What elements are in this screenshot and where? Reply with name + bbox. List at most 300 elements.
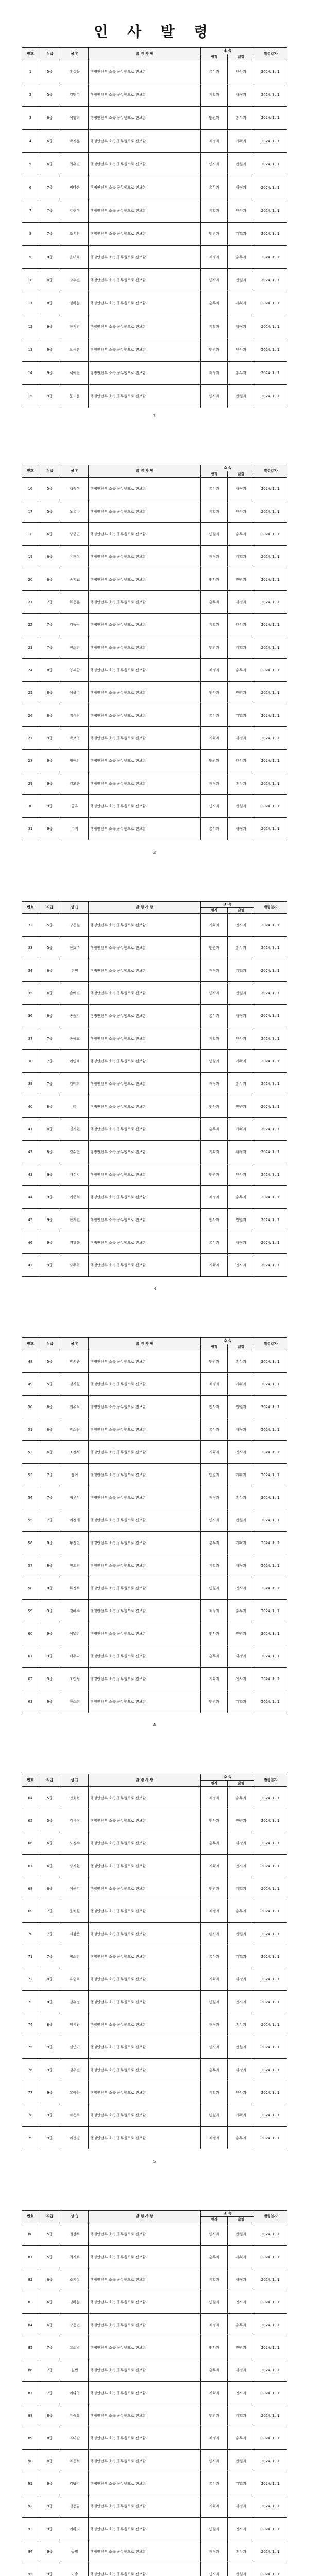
row-after: 총무과 [228, 107, 254, 130]
row-rank: 9급 [39, 1186, 61, 1209]
row-date: 2024. 1. 1. [254, 1486, 287, 1509]
row-order: 행정안전부 소속 공무원으로 전보함 [89, 292, 201, 315]
table-row [22, 1118, 287, 1141]
row-date: 2024. 1. 1. [254, 338, 287, 362]
row-name: 이민호 [61, 1050, 88, 1073]
row-name: 정다은 [61, 176, 88, 199]
header-date: 발령일자 [254, 465, 287, 478]
row-rank: 8급 [39, 1577, 61, 1600]
row-after: 민원과 [228, 2336, 254, 2359]
table-row [22, 2036, 287, 2059]
row-rank: 6급 [39, 982, 61, 1005]
row-date: 2024. 1. 1. [254, 1645, 287, 1668]
row-number: 15 [22, 385, 39, 408]
table-row [22, 2059, 287, 2081]
personnel-table-container [22, 1337, 287, 1713]
row-name: 고소영 [61, 2336, 88, 2359]
row-number: 36 [22, 1005, 39, 1027]
row-after: 기획과 [228, 2246, 254, 2268]
row-order: 행정안전부 소속 공무원으로 전보함 [89, 362, 201, 385]
row-name: 송지효 [61, 568, 88, 591]
row-number: 23 [22, 636, 39, 659]
row-name: 비 [61, 1095, 88, 1118]
table-row [22, 83, 287, 107]
row-date: 2024. 1. 1. [254, 682, 287, 704]
table-row [22, 1141, 287, 1163]
row-date: 2024. 1. 1. [254, 2563, 287, 2576]
row-before: 기획과 [201, 315, 228, 338]
row-number: 10 [22, 269, 39, 292]
row-name: 공유 [61, 795, 88, 818]
row-rank: 9급 [39, 338, 61, 362]
row-after: 재정과 [228, 83, 254, 107]
row-number: 50 [22, 1396, 39, 1418]
header-order: 발 령 사 항 [89, 2211, 201, 2223]
page-number: 2 [153, 850, 156, 855]
row-order: 행정안전부 소속 공무원으로 전보함 [89, 2336, 201, 2359]
row-before: 인사과 [201, 1095, 228, 1118]
row-rank: 7급 [39, 1923, 61, 1945]
row-date: 2024. 1. 1. [254, 153, 287, 176]
row-rank: 5급 [39, 1350, 61, 1373]
row-rank: 9급 [39, 2127, 61, 2149]
row-rank: 9급 [39, 1645, 61, 1668]
row-name: 이정재 [61, 1509, 88, 1532]
table-row [22, 1622, 287, 1645]
row-rank: 5급 [39, 478, 61, 500]
row-number: 72 [22, 1968, 39, 1991]
row-number: 71 [22, 1945, 39, 1968]
row-date: 2024. 1. 1. [254, 2404, 287, 2427]
header-before: 현직 [201, 1781, 228, 1787]
row-before: 재정과 [201, 1600, 228, 1622]
row-before: 민원과 [201, 2404, 228, 2427]
row-after: 인사과 [228, 2081, 254, 2104]
row-order: 행정안전부 소속 공무원으로 전보함 [89, 1163, 201, 1186]
row-number: 21 [22, 591, 39, 614]
row-date: 2024. 1. 1. [254, 1418, 287, 1441]
row-order: 행정안전부 소속 공무원으로 전보함 [89, 1209, 201, 1231]
row-number: 2 [22, 83, 39, 107]
row-before: 기획과 [201, 199, 228, 223]
table-header-row [22, 1338, 287, 1344]
row-before: 민원과 [201, 1577, 228, 1600]
row-order: 행정안전부 소속 공무원으로 전보함 [89, 2540, 201, 2563]
table-body [22, 914, 287, 1277]
row-before: 인사과 [201, 1809, 228, 1832]
row-number: 37 [22, 1027, 39, 1050]
row-order: 행정안전부 소속 공무원으로 전보함 [89, 1509, 201, 1532]
row-before: 재정과 [201, 1186, 228, 1209]
row-rank: 5급 [39, 2223, 61, 2246]
row-rank: 9급 [39, 2472, 61, 2495]
row-before: 인사과 [201, 2563, 228, 2576]
row-number: 87 [22, 2382, 39, 2404]
row-after: 민원과 [228, 1809, 254, 1832]
header-rank: 직급 [39, 902, 61, 914]
row-order: 행정안전부 소속 공무원으로 전보함 [89, 1532, 201, 1554]
table-row [22, 130, 287, 153]
row-order: 행정안전부 소속 공무원으로 전보함 [89, 1373, 201, 1396]
row-rank: 8급 [39, 2404, 61, 2427]
row-name: 김유정 [61, 1991, 88, 2013]
header-rank: 직급 [39, 1338, 61, 1350]
row-order: 행정안전부 소속 공무원으로 전보함 [89, 1945, 201, 1968]
row-before: 인사과 [201, 1396, 228, 1418]
row-number: 30 [22, 795, 39, 818]
table-row [22, 2336, 287, 2359]
row-before: 기획과 [201, 500, 228, 523]
header-group: 소 속 [201, 902, 254, 908]
header-name: 성 명 [61, 48, 88, 60]
row-number: 65 [22, 1809, 39, 1832]
row-rank: 9급 [39, 727, 61, 750]
row-number: 45 [22, 1209, 39, 1231]
row-rank: 9급 [39, 2518, 61, 2540]
row-order: 행정안전부 소속 공무원으로 전보함 [89, 1441, 201, 1464]
row-rank: 8급 [39, 292, 61, 315]
row-order: 행정안전부 소속 공무원으로 전보함 [89, 1050, 201, 1073]
row-before: 인사과 [201, 1509, 228, 1532]
row-date: 2024. 1. 1. [254, 614, 287, 636]
table-row [22, 546, 287, 568]
document-page [0, 0, 309, 436]
row-date: 2024. 1. 1. [254, 1073, 287, 1095]
header-name: 성 명 [61, 465, 88, 478]
row-name: 백승우 [61, 478, 88, 500]
table-row [22, 1809, 287, 1832]
table-row [22, 1073, 287, 1095]
header-name: 성 명 [61, 1774, 88, 1787]
row-number: 89 [22, 2427, 39, 2450]
row-number: 33 [22, 937, 39, 959]
table-row [22, 1577, 287, 1600]
row-name: 수지 [61, 818, 88, 840]
table-row [22, 772, 287, 795]
row-before: 재정과 [201, 2427, 228, 2450]
row-rank: 9급 [39, 1600, 61, 1622]
row-rank: 6급 [39, 523, 61, 546]
row-order: 행정안전부 소속 공무원으로 전보함 [89, 1254, 201, 1277]
row-date: 2024. 1. 1. [254, 1900, 287, 1923]
row-after: 재정과 [228, 478, 254, 500]
row-before: 재정과 [201, 546, 228, 568]
row-rank: 7급 [39, 636, 61, 659]
personnel-table [22, 901, 287, 1277]
row-after: 기획과 [228, 1050, 254, 1073]
row-name: 이나영 [61, 2382, 88, 2404]
row-order: 행정안전부 소속 공무원으로 전보함 [89, 2450, 201, 2472]
row-rank: 5급 [39, 937, 61, 959]
row-after: 재정과 [228, 2495, 254, 2518]
row-name: 홍길동 [61, 60, 88, 83]
row-number: 60 [22, 1622, 39, 1645]
header-before: 현직 [201, 54, 228, 60]
table-header [22, 1338, 287, 1350]
row-name: 송혜교 [61, 1027, 88, 1050]
row-rank: 7급 [39, 1509, 61, 1532]
table-row [22, 153, 287, 176]
row-order: 행정안전부 소속 공무원으로 전보함 [89, 246, 201, 269]
row-date: 2024. 1. 1. [254, 1923, 287, 1945]
row-after: 인사과 [228, 2291, 254, 2314]
table-row [22, 2268, 287, 2291]
row-name: 양세찬 [61, 659, 88, 682]
row-order: 행정안전부 소속 공무원으로 전보함 [89, 2036, 201, 2059]
header-order: 발 령 사 항 [89, 902, 201, 914]
row-after: 기획과 [228, 2472, 254, 2495]
row-rank: 7급 [39, 1486, 61, 1509]
row-order: 행정안전부 소속 공무원으로 전보함 [89, 682, 201, 704]
row-rank: 8급 [39, 659, 61, 682]
row-name: 신민아 [61, 2036, 88, 2059]
row-number: 41 [22, 1118, 39, 1141]
row-rank: 9급 [39, 772, 61, 795]
row-after: 인사과 [228, 1991, 254, 2013]
row-after: 총무과 [228, 523, 254, 546]
header-before: 현직 [201, 471, 228, 478]
table-body [22, 1350, 287, 1713]
row-after: 총무과 [228, 2540, 254, 2563]
table-row [22, 223, 287, 246]
row-rank: 6급 [39, 1418, 61, 1441]
row-before: 기획과 [201, 2081, 228, 2104]
row-before: 민원과 [201, 1877, 228, 1900]
row-number: 46 [22, 1231, 39, 1254]
row-rank: 7급 [39, 1900, 61, 1923]
row-after: 기획과 [228, 704, 254, 727]
row-order: 행정안전부 소속 공무원으로 전보함 [89, 1832, 201, 1855]
row-before: 재정과 [201, 2540, 228, 2563]
row-before: 인사과 [201, 1209, 228, 1231]
row-after: 기획과 [228, 1118, 254, 1141]
row-rank: 8급 [39, 1968, 61, 1991]
row-rank: 6급 [39, 1005, 61, 1027]
table-row [22, 2291, 287, 2314]
row-before: 기획과 [201, 2382, 228, 2404]
row-date: 2024. 1. 1. [254, 176, 287, 199]
row-number: 94 [22, 2540, 39, 2563]
row-rank: 7급 [39, 1073, 61, 1095]
table-row [22, 2013, 287, 2036]
row-name: 김세정 [61, 1809, 88, 1832]
row-order: 행정안전부 소속 공무원으로 전보함 [89, 478, 201, 500]
table-row [22, 1877, 287, 1900]
table-header [22, 48, 287, 60]
row-order: 행정안전부 소속 공무원으로 전보함 [89, 500, 201, 523]
row-name: 이영희 [61, 107, 88, 130]
row-date: 2024. 1. 1. [254, 1050, 287, 1073]
row-number: 83 [22, 2291, 39, 2314]
row-name: 이광수 [61, 682, 88, 704]
table-row [22, 2540, 287, 2563]
row-date: 2024. 1. 1. [254, 1118, 287, 1141]
row-date: 2024. 1. 1. [254, 1027, 287, 1050]
row-order: 행정안전부 소속 공무원으로 전보함 [89, 83, 201, 107]
row-before: 민원과 [201, 338, 228, 362]
row-name: 임시완 [61, 2013, 88, 2036]
row-before: 총무과 [201, 1945, 228, 1968]
row-after: 총무과 [228, 1073, 254, 1095]
row-after: 재정과 [228, 818, 254, 840]
row-before: 총무과 [201, 176, 228, 199]
row-date: 2024. 1. 1. [254, 568, 287, 591]
row-name: 윤아 [61, 1464, 88, 1486]
row-before: 총무과 [201, 1418, 228, 1441]
row-rank: 5급 [39, 60, 61, 83]
row-name: 정해인 [61, 750, 88, 772]
table-row [22, 1209, 287, 1231]
row-after: 기획과 [228, 1690, 254, 1713]
row-rank: 9급 [39, 1209, 61, 1231]
row-after: 기획과 [228, 636, 254, 659]
row-name: 권상우 [61, 2223, 88, 2246]
row-order: 행정안전부 소속 공무원으로 전보함 [89, 107, 201, 130]
row-after: 기획과 [228, 1464, 254, 1486]
row-number: 77 [22, 2081, 39, 2104]
row-order: 행정안전부 소속 공무원으로 전보함 [89, 568, 201, 591]
row-name: 김고은 [61, 772, 88, 795]
row-date: 2024. 1. 1. [254, 636, 287, 659]
row-before: 인사과 [201, 1622, 228, 1645]
row-date: 2024. 1. 1. [254, 704, 287, 727]
row-name: 박지훈 [61, 130, 88, 153]
header-name: 성 명 [61, 1338, 88, 1350]
row-rank: 7급 [39, 2382, 61, 2404]
row-before: 재정과 [201, 1486, 228, 1509]
row-before: 인사과 [201, 1923, 228, 1945]
row-number: 3 [22, 107, 39, 130]
row-date: 2024. 1. 1. [254, 1141, 287, 1163]
row-name: 김수현 [61, 1141, 88, 1163]
table-row [22, 1923, 287, 1945]
row-rank: 9급 [39, 2495, 61, 2518]
table-row [22, 795, 287, 818]
row-after: 재정과 [228, 1645, 254, 1668]
header-no: 번호 [22, 48, 39, 60]
row-number: 8 [22, 223, 39, 246]
row-before: 재정과 [201, 1073, 228, 1095]
row-before: 인사과 [201, 568, 228, 591]
row-order: 행정안전부 소속 공무원으로 전보함 [89, 727, 201, 750]
row-after: 민원과 [228, 2036, 254, 2059]
row-name: 한효주 [61, 937, 88, 959]
row-order: 행정안전부 소속 공무원으로 전보함 [89, 1991, 201, 2013]
row-date: 2024. 1. 1. [254, 1464, 287, 1486]
row-before: 인사과 [201, 153, 228, 176]
table-row [22, 937, 287, 959]
row-order: 행정안전부 소속 공무원으로 전보함 [89, 614, 201, 636]
row-order: 행정안전부 소속 공무원으로 전보함 [89, 1464, 201, 1486]
header-group: 소 속 [201, 1338, 254, 1344]
row-name: 박소담 [61, 1418, 88, 1441]
row-after: 인사과 [228, 2518, 254, 2540]
row-after: 민원과 [228, 1209, 254, 1231]
row-before: 민원과 [201, 223, 228, 246]
row-order: 행정안전부 소속 공무원으로 전보함 [89, 2013, 201, 2036]
table-row [22, 385, 287, 408]
row-name: 박보영 [61, 727, 88, 750]
row-before: 민원과 [201, 1464, 228, 1486]
row-number: 79 [22, 2127, 39, 2149]
row-name: 송중기 [61, 1005, 88, 1027]
row-order: 행정안전부 소속 공무원으로 전보함 [89, 772, 201, 795]
row-number: 90 [22, 2450, 39, 2472]
row-after: 재정과 [228, 2059, 254, 2081]
header-no: 번호 [22, 1774, 39, 1787]
row-rank: 5급 [39, 500, 61, 523]
row-order: 행정안전부 소속 공무원으로 전보함 [89, 914, 201, 937]
table-row [22, 1900, 287, 1923]
row-after: 인사과 [228, 750, 254, 772]
row-number: 88 [22, 2404, 39, 2427]
row-before: 총무과 [201, 1005, 228, 1027]
row-number: 81 [22, 2246, 39, 2268]
header-order: 발 령 사 항 [89, 1774, 201, 1787]
row-order: 행정안전부 소속 공무원으로 전보함 [89, 60, 201, 83]
row-rank: 8급 [39, 1118, 61, 1141]
table-row [22, 338, 287, 362]
table-row [22, 2382, 287, 2404]
row-rank: 9급 [39, 795, 61, 818]
row-number: 62 [22, 1668, 39, 1690]
row-before: 재정과 [201, 246, 228, 269]
header-after: 발령 [228, 2217, 254, 2223]
row-number: 44 [22, 1186, 39, 1209]
row-order: 행정안전부 소속 공무원으로 전보함 [89, 546, 201, 568]
row-number: 78 [22, 2104, 39, 2127]
row-after: 재정과 [228, 2359, 254, 2382]
row-after: 기획과 [228, 546, 254, 568]
row-number: 67 [22, 1855, 39, 1877]
row-number: 49 [22, 1373, 39, 1396]
row-date: 2024. 1. 1. [254, 2314, 287, 2336]
row-date: 2024. 1. 1. [254, 1441, 287, 1464]
row-rank: 9급 [39, 362, 61, 385]
row-after: 재정과 [228, 1968, 254, 1991]
row-after: 인사과 [228, 500, 254, 523]
table-row [22, 591, 287, 614]
row-name: 전소민 [61, 636, 88, 659]
row-name: 유승호 [61, 1968, 88, 1991]
header-no: 번호 [22, 902, 39, 914]
row-rank: 9급 [39, 385, 61, 408]
header-no: 번호 [22, 1338, 39, 1350]
personnel-table-container [22, 901, 287, 1277]
row-after: 기획과 [228, 130, 254, 153]
row-after: 기획과 [228, 2104, 254, 2127]
document-page [0, 2182, 309, 2576]
header-after: 발령 [228, 471, 254, 478]
table-row [22, 704, 287, 727]
row-after: 총무과 [228, 772, 254, 795]
row-date: 2024. 1. 1. [254, 750, 287, 772]
row-rank: 6급 [39, 130, 61, 153]
table-row [22, 2359, 287, 2382]
row-name: 김태희 [61, 1073, 88, 1095]
row-after: 총무과 [228, 2314, 254, 2336]
row-order: 행정안전부 소속 공무원으로 전보함 [89, 1877, 201, 1900]
table-row [22, 246, 287, 269]
table-header-row [22, 2211, 287, 2217]
row-date: 2024. 1. 1. [254, 500, 287, 523]
row-number: 53 [22, 1464, 39, 1486]
row-order: 행정안전부 소속 공무원으로 전보함 [89, 1073, 201, 1095]
row-number: 12 [22, 315, 39, 338]
row-number: 61 [22, 1645, 39, 1668]
row-after: 민원과 [228, 2223, 254, 2246]
table-row [22, 269, 287, 292]
